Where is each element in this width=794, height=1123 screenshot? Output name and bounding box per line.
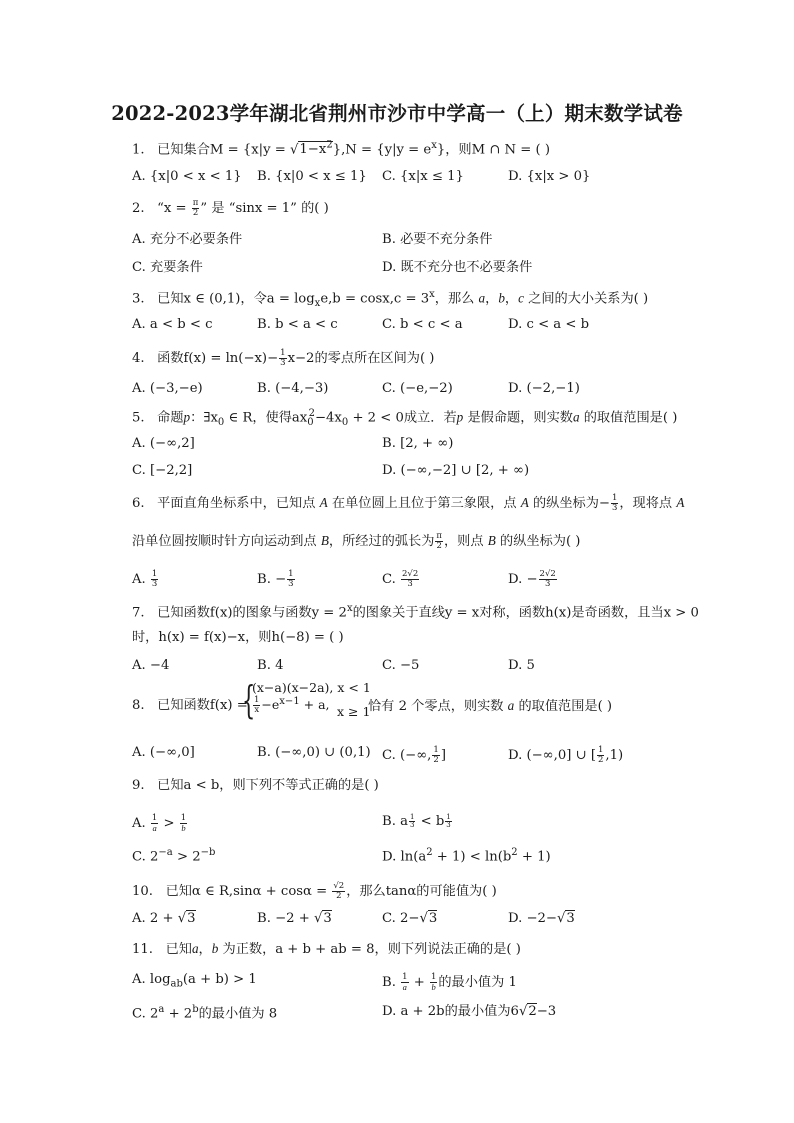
subscript: 0: [341, 417, 349, 429]
option-c: [382, 746, 446, 765]
option-d: D. {x|x > 0}: [508, 169, 591, 184]
numerator: 1: [254, 695, 260, 705]
option-c: C. 充要条件: [132, 260, 203, 275]
question-text: 已知集合M = {x|y =: [157, 142, 291, 158]
numerator: 2√2: [539, 569, 556, 579]
question-8: [132, 699, 248, 712]
question-7-continued: [132, 631, 344, 644]
variable: a: [507, 698, 515, 713]
option-a: A. 充分不必要条件: [132, 232, 243, 247]
radicand: 2: [528, 1004, 537, 1019]
denominator: 3: [446, 821, 451, 829]
question-8-tail: [368, 699, 612, 713]
denominator: x: [254, 705, 260, 715]
numerator: 1: [280, 348, 286, 358]
question-text: ，: [485, 291, 499, 307]
question-text: 的取值范围是( ): [579, 410, 678, 426]
option-c: [132, 1005, 277, 1021]
option-text: 的最小值为 1: [438, 975, 517, 990]
question-text: + 2 < 0成立．若: [348, 410, 457, 426]
option-d: D. 5: [508, 658, 535, 673]
option-b: [257, 570, 296, 589]
numerator: 1: [180, 813, 187, 823]
question-text: 的纵坐标为( ): [495, 534, 581, 549]
option-text: −3: [536, 1004, 557, 1019]
exponent: −a: [158, 847, 173, 858]
option-text: (a + b) > 1: [182, 972, 257, 987]
question-number: 3.: [132, 291, 145, 307]
option-c: [382, 570, 420, 589]
option-d: [508, 746, 623, 765]
option-c: C. 2−√3: [382, 911, 438, 926]
question-text: ，现将点: [619, 496, 677, 511]
numerator: 2√2: [402, 569, 419, 579]
option-b: B. {x|0 < x ≤ 1}: [257, 169, 367, 184]
option-b: B. 必要不充分条件: [382, 232, 493, 247]
option-text: < b: [420, 814, 445, 829]
question-text: ，则点: [443, 534, 488, 549]
exponent: 2: [426, 847, 433, 858]
option-label: C. 2: [132, 1006, 159, 1022]
exponent: a: [158, 1004, 165, 1015]
page-title: 2022-2023学年湖北省荆州市沙市中学高一（上）期末数学试卷: [111, 102, 683, 125]
question-number: 9.: [132, 778, 145, 793]
denominator: 2: [433, 755, 439, 765]
option-text: 的最小值为 8: [198, 1006, 278, 1022]
fraction: [432, 746, 439, 765]
option-text: + 2: [164, 1006, 193, 1022]
denominator: a: [152, 823, 157, 833]
question-text: 函数f(x) = ln(−x)−: [157, 351, 279, 366]
variable: b: [211, 941, 219, 956]
question-text: ，: [198, 942, 212, 957]
question-6: [132, 494, 684, 513]
exponent: x: [346, 603, 353, 614]
option-a: A. (−3,−e): [132, 381, 203, 396]
question-3: [132, 290, 648, 309]
case-text: −e: [261, 697, 280, 712]
option-a: A. 2 + √3: [132, 911, 196, 926]
subscript: 0: [307, 417, 314, 429]
question-text: 沿单位圆按顺时针方向运动到点: [132, 534, 321, 549]
exponent: x−1: [279, 695, 300, 707]
fraction: [192, 199, 200, 218]
fraction: [332, 882, 345, 901]
numerator: 1: [430, 972, 437, 982]
case-text: + a,: [299, 697, 330, 712]
option-c: C. b < c < a: [382, 317, 463, 332]
question-text: 为正数，a + b + ab = 8，则下列说法正确的是( ): [218, 942, 521, 957]
fraction-exponent: [445, 814, 451, 829]
option-d: [508, 570, 558, 589]
question-text: 平面直角坐标系中，已知点: [157, 496, 320, 511]
variable: B: [487, 533, 496, 548]
question-number: 10.: [132, 884, 153, 899]
question-text: }，则M ∩ N = ( ): [436, 142, 551, 158]
numerator: √2: [333, 881, 345, 891]
question-7: [132, 604, 699, 620]
denominator: 2: [597, 755, 604, 765]
question-number: 2.: [132, 201, 145, 216]
option-text: + 1) < ln(b: [432, 849, 512, 865]
option-a: [132, 570, 159, 589]
exponent: x: [431, 140, 437, 151]
numerator: 1: [151, 569, 158, 579]
fraction: [401, 570, 419, 589]
fraction: [435, 532, 443, 551]
variable: a: [572, 409, 580, 425]
question-text: 的图象关于直线y = x对称，函数h(x)是奇函数，且当x > 0: [352, 605, 699, 621]
subscript: x: [314, 298, 321, 310]
denominator: 3: [409, 821, 415, 829]
option-label: A.: [132, 816, 150, 831]
numerator: π: [436, 531, 442, 541]
option-label: B. a: [382, 814, 408, 829]
option-a: A. (−∞,0]: [132, 745, 195, 760]
exponent: b: [192, 1004, 199, 1015]
question-text: 已知: [165, 942, 192, 957]
question-text: 已知函数f(x)的图象与函数y = 2: [157, 605, 347, 621]
question-text: e,b = cosx,c = 3: [320, 291, 430, 307]
fraction: [611, 494, 618, 513]
option-c: C. (−e,−2): [382, 381, 453, 396]
option-d: D. 既不充分也不必要条件: [382, 260, 533, 275]
question-text: ，那么: [434, 291, 479, 307]
denominator: a: [402, 982, 407, 992]
variable: B: [320, 533, 329, 548]
numerator: 1: [402, 972, 408, 982]
question-text: 在单位圆上且位于第三象限，点: [327, 496, 521, 511]
option-d: D. a + 2b的最小值为6√2−3: [382, 1004, 557, 1019]
variable: a: [478, 290, 486, 306]
option-label: C. 2−: [382, 911, 420, 926]
question-text: 已知a < b，则下列不等式正确的是( ): [157, 778, 379, 793]
question-number: 6.: [132, 496, 145, 511]
question-5: [132, 409, 677, 428]
question-number: 8.: [132, 698, 145, 713]
option-label: B.: [382, 975, 401, 990]
radicand-text: 1−x: [299, 142, 327, 158]
question-11: [132, 942, 521, 956]
question-10: [132, 882, 497, 901]
fraction: [287, 570, 294, 589]
fraction: [430, 973, 437, 992]
option-d: D. (−2,−1): [508, 381, 580, 396]
numerator: 1: [288, 569, 294, 579]
numerator: 1: [433, 745, 439, 755]
option-b: B. (−∞,0) ∪ (0,1): [257, 745, 371, 760]
variable: p: [456, 409, 464, 425]
denominator: b: [181, 823, 186, 833]
numerator: 1: [446, 813, 451, 821]
piecewise-case-1: (x−a)(x−2a), x < 1: [252, 680, 371, 695]
fraction: [151, 570, 158, 589]
question-text: 之间的大小关系为( ): [523, 291, 649, 307]
denominator: 3: [544, 579, 551, 589]
option-a: A. −4: [132, 658, 170, 673]
option-c: C. −5: [382, 658, 420, 673]
option-b: B. 4: [257, 658, 284, 673]
question-text: “x =: [157, 201, 191, 216]
question-number: 1.: [132, 142, 145, 158]
option-label: A.: [132, 572, 150, 587]
question-2: [132, 199, 329, 218]
piecewise-condition-2: x ≥ 1: [337, 704, 371, 719]
numerator: 1: [151, 813, 158, 823]
question-text: ：∃x: [190, 410, 218, 426]
question-number: 11.: [132, 942, 153, 957]
option-label: D. −2−: [508, 911, 557, 926]
denominator: 2: [436, 541, 442, 551]
denominator: 3: [151, 579, 158, 589]
option-b: [382, 814, 453, 829]
option-d: D. (−∞,−2] ∪ [2, + ∞): [382, 463, 530, 478]
option-text: + 1): [517, 849, 551, 865]
variable: A: [520, 495, 529, 510]
option-label: D. −: [508, 572, 538, 587]
option-c: C. [−2,2]: [132, 463, 193, 478]
question-text: 已知α ∈ R,sinα + cosα =: [165, 884, 332, 899]
question-1: [132, 141, 550, 157]
denominator: b: [431, 982, 436, 992]
option-label: A. 2 +: [132, 911, 178, 926]
option-b: B. b < a < c: [257, 317, 338, 332]
exponent: 2: [326, 140, 333, 151]
option-d: D. c < a < b: [508, 317, 590, 332]
option-text: > 2: [176, 849, 201, 865]
question-text: 的纵坐标为−: [528, 496, 610, 511]
option-label: C. (−∞,: [382, 748, 432, 763]
denominator: 3: [407, 579, 413, 589]
denominator: 3: [611, 503, 618, 513]
fraction: [180, 814, 187, 833]
subscript: 0: [217, 417, 225, 429]
option-tail: ]: [440, 748, 446, 763]
question-number: 4.: [132, 351, 145, 366]
question-text: 恰有 2 个零点，则实数: [368, 699, 508, 714]
option-label: B. −2 +: [257, 911, 314, 926]
radicand: 3: [187, 911, 196, 926]
question-text: 的取值范围是( ): [514, 699, 613, 714]
option-b: B. −2 + √3: [257, 911, 332, 926]
exponent: x: [429, 289, 435, 300]
variable: A: [319, 495, 328, 510]
option-label: C.: [382, 572, 401, 587]
fraction: [253, 696, 260, 715]
variable: A: [676, 495, 685, 510]
option-d: D. −2−√3: [508, 911, 575, 926]
question-text: ” 是 “sinx = 1” 的( ): [200, 201, 329, 216]
numerator: 1: [409, 813, 415, 821]
option-label: D. ln(a: [382, 849, 427, 865]
question-text: },N = {y|y = e: [332, 142, 432, 158]
piecewise-brace: {: [242, 678, 256, 722]
option-b: B. [2, + ∞): [382, 436, 454, 451]
numerator: 1: [611, 493, 618, 503]
radicand: [298, 141, 332, 157]
numerator: 1: [597, 745, 604, 755]
question-text: 已知x ∈ (0,1)，令a = log: [157, 291, 315, 307]
option-tail: ,1): [605, 748, 624, 763]
question-text: 已知函数f(x) =: [157, 698, 248, 713]
variable: b: [498, 290, 505, 306]
option-label: D. a + 2b的最小值为6: [382, 1004, 519, 1019]
option-a: A. $\frac{1}{a}$ > $\frac{1}{b}$: [132, 813, 187, 833]
exponent: −b: [200, 847, 216, 858]
question-text: x−2的零点所在区间为( ): [287, 351, 435, 366]
option-d: [382, 848, 551, 864]
fraction: [151, 814, 158, 833]
question-text: 命题: [157, 410, 184, 426]
question-4: [132, 349, 434, 368]
option-label: D. (−∞,0] ∪ [: [508, 748, 596, 763]
option-label: C. 2: [132, 849, 159, 865]
exponent: 2: [308, 408, 315, 419]
exponent: 2: [511, 847, 518, 858]
fraction: [401, 973, 408, 992]
option-label: B. −: [257, 572, 287, 587]
radicand: 3: [428, 911, 438, 926]
question-number: 5.: [132, 410, 145, 426]
question-text: ，: [504, 291, 519, 307]
variable: a: [191, 941, 199, 956]
radicand: 3: [566, 911, 575, 926]
question-text: ，所经过的弧长为: [328, 534, 435, 549]
question-text: 时，h(x) = f(x)−x，则h(−8) = ( ): [132, 630, 344, 645]
option-a: [132, 973, 257, 990]
option-c: [132, 848, 215, 864]
denominator: 3: [288, 579, 294, 589]
question-text: 是假命题，则实数: [463, 410, 573, 426]
variable: p: [183, 409, 191, 425]
question-text: ，那么tanα的可能值为( ): [346, 884, 497, 899]
fraction: [279, 349, 286, 368]
numerator: π: [192, 198, 199, 208]
question-text: −4x: [314, 410, 342, 426]
fraction: [597, 746, 604, 765]
piecewise-case-2: [252, 696, 330, 715]
sqrt-sign: √: [290, 142, 299, 158]
subscript: ab: [170, 978, 183, 990]
denominator: 2: [192, 208, 199, 218]
option-a: A. {x|0 < x < 1}: [132, 169, 242, 184]
denominator: 2: [336, 891, 342, 901]
option-label: A. log: [132, 972, 171, 987]
variable: c: [518, 290, 524, 306]
fraction-exponent: [409, 814, 415, 829]
option-b: B. $\frac{1}{a}$ + $\frac{1}{b}$ 的最小值为 1: [382, 972, 517, 992]
question-number: 7.: [132, 605, 145, 621]
option-a: A. (−∞,2]: [132, 436, 195, 451]
option-c: C. {x|x ≤ 1}: [382, 169, 464, 184]
question-9: [132, 779, 379, 792]
denominator: 3: [280, 358, 286, 368]
question-6-continued: [132, 532, 580, 551]
option-a: A. a < b < c: [132, 317, 213, 332]
question-text: ∈ R，使得ax: [224, 410, 308, 426]
radicand: 3: [323, 911, 332, 926]
fraction: [539, 570, 557, 589]
option-b: B. (−4,−3): [257, 381, 329, 396]
